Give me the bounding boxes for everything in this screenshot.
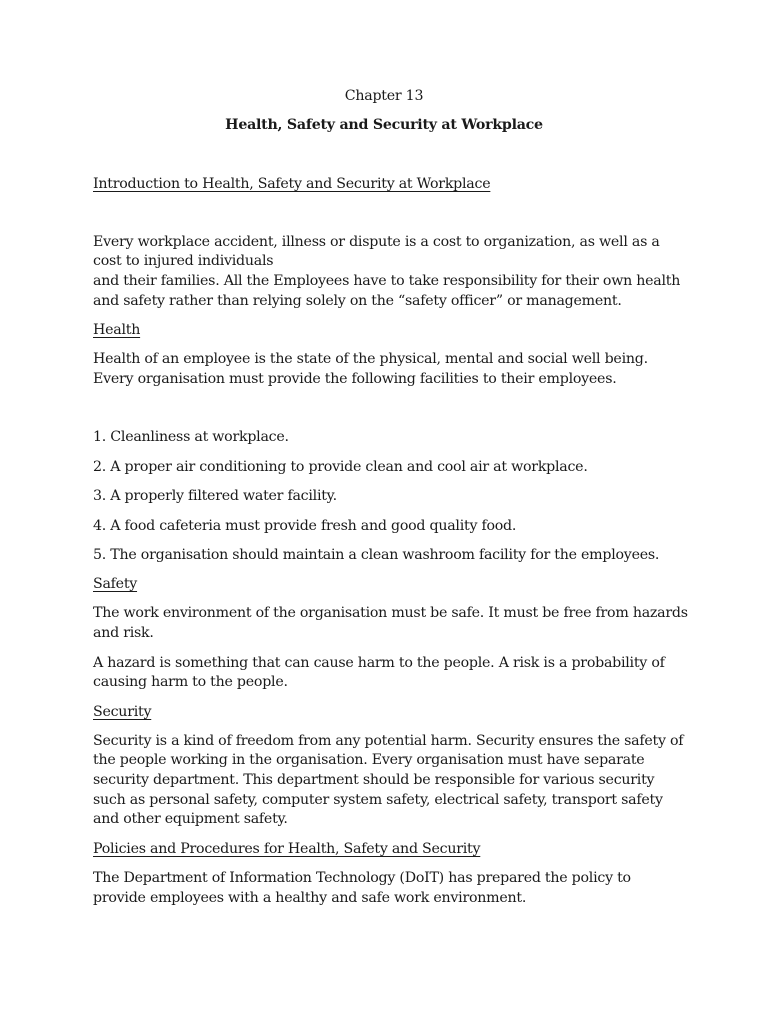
- security-paragraph-line: security department. This department should be responsible for various security: [93, 772, 655, 788]
- safety-paragraph-line: causing harm to the people.: [93, 674, 288, 690]
- page-title: Health, Safety and Security at Workplace: [225, 117, 543, 133]
- security-paragraph-line: such as personal safety, computer system safety, electrical safety, transport safety: [93, 792, 663, 808]
- health-list-item: 2. A proper air conditioning to provide clean and cool air at workplace.: [93, 459, 588, 475]
- safety-heading: Safety: [93, 576, 138, 592]
- policies-paragraph-line: The Department of Information Technology (DoIT) has prepared the policy to: [93, 870, 631, 886]
- security-paragraph-line: and other equipment safety.: [93, 811, 288, 827]
- chapter-label: Chapter 13: [344, 88, 424, 104]
- intro-paragraph-line: and safety rather than relying solely on the “safety officer” or management.: [93, 293, 622, 309]
- intro-paragraph-line: and their families. All the Employees have to take responsibility for their own health: [93, 273, 681, 289]
- health-list-item: 4. A food cafeteria must provide fresh and good quality food.: [93, 518, 517, 534]
- security-heading: Security: [93, 704, 152, 720]
- policies-paragraph-line: provide employees with a healthy and safe work environment.: [93, 890, 527, 906]
- health-heading: Health: [93, 322, 141, 338]
- intro-paragraph-line: cost to injured individuals: [93, 253, 274, 269]
- health-list-item: 3. A properly filtered water facility.: [93, 488, 337, 504]
- health-paragraph-line: Health of an employee is the state of the physical, mental and social well being.: [93, 351, 648, 367]
- security-paragraph-line: the people working in the organisation. Every organisation must have separate: [93, 752, 645, 768]
- health-list-item: 5. The organisation should maintain a clean washroom facility for the employees.: [93, 547, 660, 563]
- intro-paragraph-line: Every workplace accident, illness or dispute is a cost to organization, as well as a: [93, 234, 660, 250]
- health-paragraph-line: Every organisation must provide the following facilities to their employees.: [93, 371, 617, 387]
- security-paragraph-line: Security is a kind of freedom from any potential harm. Security ensures the safety of: [93, 733, 684, 749]
- intro-heading: Introduction to Health, Safety and Security at Workplace: [93, 176, 491, 192]
- policies-heading: Policies and Procedures for Health, Safety and Security: [93, 841, 481, 857]
- safety-paragraph-line: A hazard is something that can cause harm to the people. A risk is a probability of: [93, 655, 665, 671]
- safety-paragraph-line: The work environment of the organisation must be safe. It must be free from hazards: [93, 605, 688, 621]
- safety-paragraph-line: and risk.: [93, 625, 154, 641]
- health-list-item: 1. Cleanliness at workplace.: [93, 429, 289, 445]
